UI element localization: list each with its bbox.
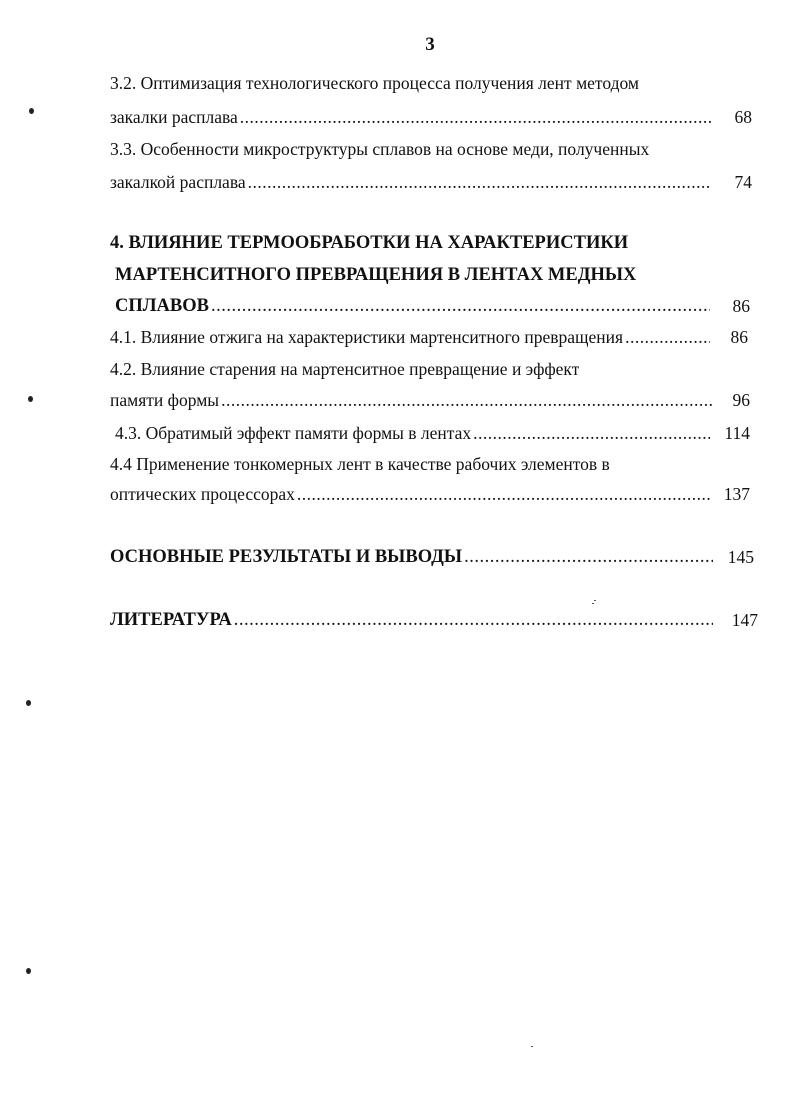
scan-mark bbox=[29, 108, 34, 114]
toc-entry-3-3-title: закалкой расплава bbox=[110, 172, 246, 192]
dot-leader bbox=[248, 171, 712, 193]
toc-literature-title: ЛИТЕРАТУРА bbox=[110, 610, 232, 630]
toc-entry-3-2-title: закалки расплава bbox=[110, 107, 238, 127]
toc-entry-4-2-page: 96 bbox=[732, 390, 750, 410]
toc-chapter-4-line1: 4. ВЛИЯНИЕ ТЕРМООБРАБОТКИ НА ХАРАКТЕРИСТИКИ bbox=[110, 233, 629, 253]
toc-entry-4-1-title: 4.1. Влияние отжига на характеристики мартенситного превращения bbox=[110, 327, 624, 347]
toc-results-page: 145 bbox=[727, 547, 754, 567]
page-number: 3 bbox=[425, 34, 435, 55]
scan-speck bbox=[594, 600, 596, 601]
toc-entry-4-3-title: 4.3. Обратимый эффект памяти формы в лентах bbox=[115, 423, 472, 443]
toc-literature bbox=[110, 609, 715, 631]
toc-entry-4-4-page: 137 bbox=[723, 484, 750, 504]
toc-entry-4-3-line1 bbox=[115, 422, 712, 444]
toc-entry-4-2-line1: 4.2. Влияние старения на мартенситное превращение и эффект bbox=[110, 359, 580, 379]
scan-speck bbox=[592, 603, 594, 604]
toc-entry-4-4-line1: 4.4 Применение тонкомерных лент в качестве рабочих элементов в bbox=[110, 454, 610, 474]
toc-chapter-4-line2: МАРТЕНСИТНОГО ПРЕВРАЩЕНИЯ В ЛЕНТАХ МЕДНЫХ bbox=[115, 265, 637, 285]
dot-leader bbox=[464, 546, 713, 568]
toc-results-title: ОСНОВНЫЕ РЕЗУЛЬТАТЫ И ВЫВОДЫ bbox=[110, 547, 463, 567]
toc-entry-4-2-title: памяти формы bbox=[110, 390, 220, 410]
toc-chapter-4-title: СПЛАВОВ bbox=[115, 296, 209, 316]
scan-mark bbox=[28, 396, 33, 402]
dot-leader bbox=[625, 326, 710, 348]
toc-entry-4-1-line1 bbox=[110, 326, 712, 348]
toc-entry-3-3-line2 bbox=[110, 171, 714, 193]
toc-entry-3-3-line1: 3.3. Особенности микроструктуры сплавов на основе меди, полученных bbox=[110, 139, 650, 159]
dot-leader bbox=[297, 483, 710, 505]
toc-entry-3-2-line2 bbox=[110, 106, 714, 128]
toc-entry-4-4-line2 bbox=[110, 483, 712, 505]
toc-chapter-4-page: 86 bbox=[732, 296, 750, 316]
scan-mark bbox=[26, 700, 31, 706]
toc-entry-4-2-line2 bbox=[110, 389, 716, 411]
toc-entry-3-2-line1: 3.2. Оптимизация технологического процесса получения лент методом bbox=[110, 73, 639, 93]
toc-entry-4-3-page: 114 bbox=[724, 423, 750, 443]
dot-leader bbox=[221, 389, 714, 411]
toc-entry-3-3-page: 74 bbox=[734, 172, 752, 192]
dot-leader bbox=[240, 106, 712, 128]
toc-chapter-4-line3 bbox=[115, 295, 712, 317]
toc-literature-page: 147 bbox=[731, 610, 758, 630]
toc-entry-4-4-title: оптических процессорах bbox=[110, 484, 295, 504]
toc-entry-3-2-page: 68 bbox=[734, 107, 752, 127]
toc-entry-4-1-page: 86 bbox=[730, 327, 748, 347]
dot-leader bbox=[234, 609, 713, 631]
scan-mark bbox=[26, 968, 31, 974]
scan-speck bbox=[531, 1046, 533, 1047]
toc-results bbox=[110, 546, 715, 568]
dot-leader bbox=[473, 422, 710, 444]
dot-leader bbox=[211, 295, 710, 317]
